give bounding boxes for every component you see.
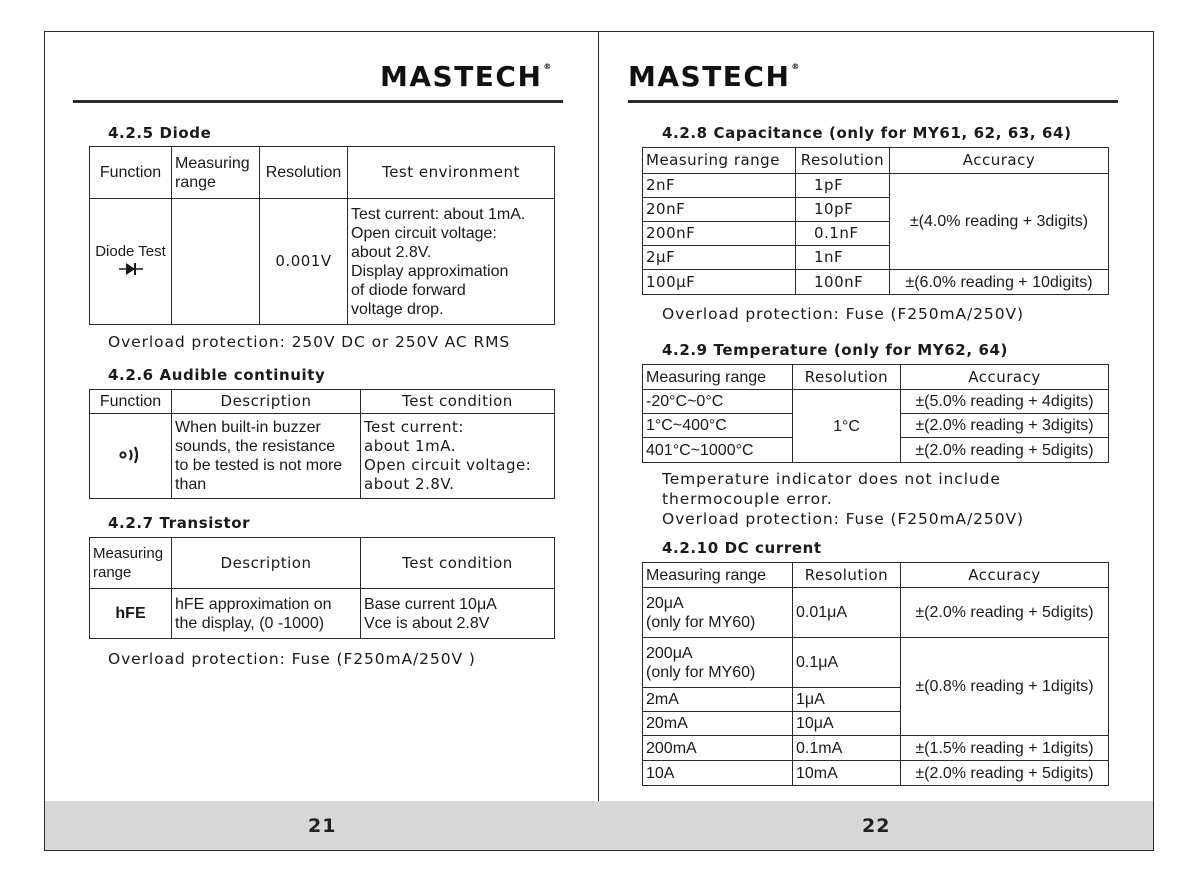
description-line: the display, (0 -1000) [175, 614, 325, 632]
diode-overload-note: Overload protection: 250V DC or 250V AC RMS [108, 333, 511, 351]
dc-resolution-cell: 1μA [793, 688, 901, 712]
dc-range-cell: 10A [643, 761, 793, 786]
header-resolution: Resolution [793, 365, 901, 390]
heading-transistor: 4.2.7 Transistor [108, 514, 251, 532]
capacitance-range-cell: 200nF [643, 222, 796, 246]
description-line: When built-in buzzer [175, 419, 321, 436]
heading-temperature: 4.2.9 Temperature (only for MY62, 64) [662, 341, 1008, 359]
dc-accuracy-cell: ±(2.0% reading + 5digits) [901, 761, 1109, 786]
registered-mark-icon: ® [543, 62, 553, 71]
transistor-condition-cell [361, 589, 555, 639]
heading-dc-current: 4.2.10 DC current [662, 539, 822, 557]
env-line: Display approximation [351, 262, 509, 280]
header-measuring-range: Measuring range [172, 147, 260, 199]
env-line: Test current: about 1mA. [351, 205, 526, 223]
description-line: hFE approximation on [175, 595, 332, 613]
brand-logo-right [628, 60, 801, 93]
capacitance-range-cell: 2nF [643, 174, 796, 198]
header-accuracy: Accuracy [901, 563, 1109, 588]
diode-resolution-cell: 0.001V [260, 199, 348, 325]
condition-line: Vce is about 2.8V [364, 614, 490, 632]
header-measuring-range: Measuring range [643, 148, 796, 174]
header-resolution: Resolution [793, 563, 901, 588]
header-accuracy: Accuracy [901, 365, 1109, 390]
dc-current-table [642, 562, 1109, 786]
brand-logo-left [380, 60, 553, 93]
temperature-note-line: thermocouple error. [662, 490, 833, 508]
page-divider [598, 31, 599, 801]
registered-mark-icon: ® [791, 62, 801, 71]
dc-range-cell: 20mA [643, 712, 793, 736]
temperature-accuracy-cell: ±(2.0% reading + 3digits) [901, 414, 1109, 438]
transistor-range-cell: hFE [90, 589, 172, 639]
heading-diode: 4.2.5 Diode [108, 124, 212, 142]
dc-range-cell [643, 638, 793, 688]
header-resolution: Resolution [260, 147, 348, 199]
dc-resolution-cell: 0.1mA [793, 736, 901, 761]
dc-range-cell [643, 588, 793, 638]
diode-table [89, 146, 555, 325]
buzzer-cell [90, 414, 172, 499]
header-test-environment: Test environment [348, 147, 555, 199]
temperature-overload-note: Overload protection: Fuse (F250mA/250V) [662, 510, 1024, 528]
capacitance-accuracy-group: ±(4.0% reading + 3digits) [890, 174, 1109, 270]
condition-line: Test current: [364, 418, 464, 436]
dc-range-cell: 200mA [643, 736, 793, 761]
description-line: to be tested is not more [175, 457, 343, 474]
transistor-description-cell [172, 589, 361, 639]
temperature-accuracy-cell: ±(5.0% reading + 4digits) [901, 390, 1109, 414]
capacitance-table [642, 147, 1109, 295]
header-rule-right [628, 100, 1118, 103]
dc-accuracy-cell: ±(1.5% reading + 1digits) [901, 736, 1109, 761]
header-function: Function [90, 147, 172, 199]
continuity-condition-cell [361, 414, 555, 499]
env-line: Open circuit voltage: [351, 224, 497, 242]
env-line: voltage drop. [351, 300, 444, 318]
heading-capacitance: 4.2.8 Capacitance (only for MY61, 62, 63, 64) [662, 124, 1072, 142]
condition-line: about 2.8V. [364, 475, 455, 493]
capacitance-accuracy-cell: ±(6.0% reading + 10digits) [890, 270, 1109, 295]
capacitance-resolution-cell: 1pF [796, 174, 890, 198]
dc-resolution-cell: 10mA [793, 761, 901, 786]
capacitance-range-cell: 2μF [643, 246, 796, 270]
dc-resolution-cell: 0.01μA [793, 588, 901, 638]
continuity-table [89, 389, 555, 499]
capacitance-range-cell: 20nF [643, 198, 796, 222]
dc-resolution-cell: 10μA [793, 712, 901, 736]
range-line: 200μA [646, 644, 693, 662]
page-number-left: 21 [308, 815, 337, 837]
header-function: Function [90, 390, 172, 414]
description-line: than [175, 476, 207, 493]
condition-line: Base current 10μA [364, 595, 497, 613]
env-line: about 2.8V. [351, 243, 432, 261]
env-line: of diode forward [351, 281, 466, 299]
temperature-range-cell: 1°C~400°C [643, 414, 793, 438]
description-line: sounds, the resistance [175, 438, 336, 455]
header-accuracy: Accuracy [890, 148, 1109, 174]
heading-audible-continuity: 4.2.6 Audible continuity [108, 366, 326, 384]
capacitance-resolution-cell: 100nF [796, 270, 890, 295]
temperature-note-line: Temperature indicator does not include [662, 470, 1001, 488]
capacitance-resolution-cell: 0.1nF [796, 222, 890, 246]
header-description: Description [172, 538, 361, 589]
range-line: (only for MY60) [646, 663, 756, 681]
temperature-table [642, 364, 1109, 463]
temperature-range-cell: -20°C~0°C [643, 390, 793, 414]
header-resolution: Resolution [796, 148, 890, 174]
range-line: 20μA [646, 594, 684, 612]
footer-band [45, 801, 1153, 850]
transistor-table [89, 537, 555, 639]
header-rule-left [73, 100, 563, 103]
temperature-resolution-cell: 1°C [793, 390, 901, 463]
diode-environment-cell [348, 199, 555, 325]
capacitance-overload-note: Overload protection: Fuse (F250mA/250V) [662, 305, 1024, 323]
dc-range-cell: 2mA [643, 688, 793, 712]
dc-accuracy-group: ±(0.8% reading + 1digits) [901, 638, 1109, 736]
header-measuring-range: Measuring range [643, 365, 793, 390]
condition-line: Open circuit voltage: [364, 456, 532, 474]
temperature-range-cell: 401°C~1000°C [643, 438, 793, 463]
diode-range-cell [172, 199, 260, 325]
capacitance-resolution-cell: 10pF [796, 198, 890, 222]
capacitance-resolution-cell: 1nF [796, 246, 890, 270]
continuity-description-cell [172, 414, 361, 499]
diode-symbol-icon [118, 261, 144, 277]
diode-test-label: Diode Test [95, 242, 166, 260]
header-description: Description [172, 390, 361, 414]
header-measuring-range: Measuring range [643, 563, 793, 588]
range-line: (only for MY60) [646, 613, 756, 631]
page-number-right: 22 [862, 815, 891, 837]
dc-resolution-cell: 0.1μA [793, 638, 901, 688]
transistor-overload-note: Overload protection: Fuse (F250mA/250V ) [108, 650, 476, 668]
diode-test-cell [90, 199, 172, 325]
condition-line: about 1mA. [364, 437, 456, 455]
temperature-accuracy-cell: ±(2.0% reading + 5digits) [901, 438, 1109, 463]
logo-text: MASTECH [380, 60, 543, 93]
header-measuring-range: Measuring range [90, 538, 172, 589]
dc-accuracy-cell: ±(2.0% reading + 5digits) [901, 588, 1109, 638]
buzzer-sound-icon [116, 444, 146, 464]
header-test-condition: Test condition [361, 390, 555, 414]
header-test-condition: Test condition [361, 538, 555, 589]
logo-text: MASTECH [628, 60, 791, 93]
capacitance-range-cell: 100μF [643, 270, 796, 295]
